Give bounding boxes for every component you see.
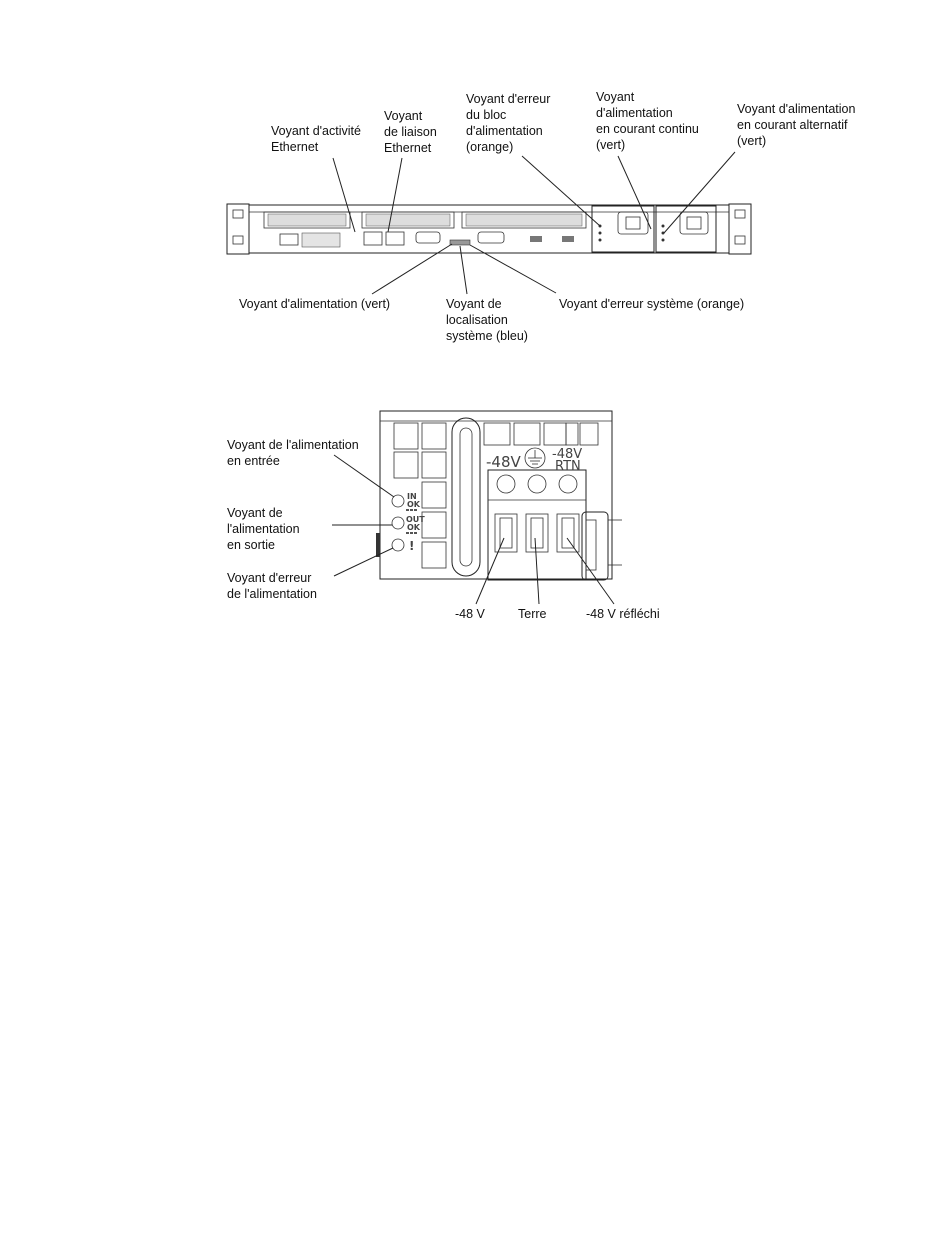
terminal-slot-3 [557, 514, 579, 552]
label-system-error: Voyant d'erreur système (orange) [559, 297, 745, 311]
leader-psu-error-dc [334, 548, 393, 576]
terminal-label-neg48: -48V [486, 453, 521, 471]
terminal-screw-2 [528, 475, 546, 493]
ground-icon [525, 448, 545, 468]
terminal-slot-2 [526, 514, 548, 552]
terminal-label-rtn-top: -48V [552, 447, 583, 462]
label-power-led: Voyant d'alimentation (vert) [239, 297, 391, 311]
panel-out-ok: OK [407, 523, 420, 532]
label-psu-error: Voyant d'erreur du bloc d'alimentation (orange) [466, 92, 551, 154]
output-led [392, 517, 404, 529]
leader-neg48v-return [567, 538, 614, 604]
panel-fault: ! [409, 539, 415, 553]
panel-in-ok: OK [407, 500, 420, 509]
vent-grid [394, 423, 598, 568]
label-ethernet-link: Voyant de liaison Ethernet [384, 109, 437, 155]
label-locator-led: Voyant de localisation système (bleu) [446, 297, 528, 343]
label-input-power: Voyant de l'alimentation en entrée [227, 438, 359, 468]
terminal-label-rtn-bottom: RTN [555, 459, 581, 474]
label-neg48v-return: -48 V réfléchi [586, 607, 660, 621]
terminal-screw-3 [559, 475, 577, 493]
label-ground: Terre [518, 607, 547, 621]
error-led [392, 539, 404, 551]
label-dc-power: Voyant d'alimentation en courant continu (vert) [596, 90, 699, 152]
panel-in: IN [407, 492, 417, 501]
terminal-screw-1 [497, 475, 515, 493]
terminal-slot-1 [495, 514, 517, 552]
label-neg48v: -48 V [455, 607, 485, 621]
panel-out: OUT [406, 515, 425, 524]
label-ac-power: Voyant d'alimentation en courant alternatif (vert) [737, 102, 856, 148]
psu-handle [452, 418, 480, 576]
label-psu-error-dc: Voyant d'erreur de l'alimentation [227, 571, 317, 601]
label-output-power: Voyant de l'alimentation en sortie [227, 506, 300, 552]
label-ethernet-activity: Voyant d'activité Ethernet [271, 124, 361, 154]
